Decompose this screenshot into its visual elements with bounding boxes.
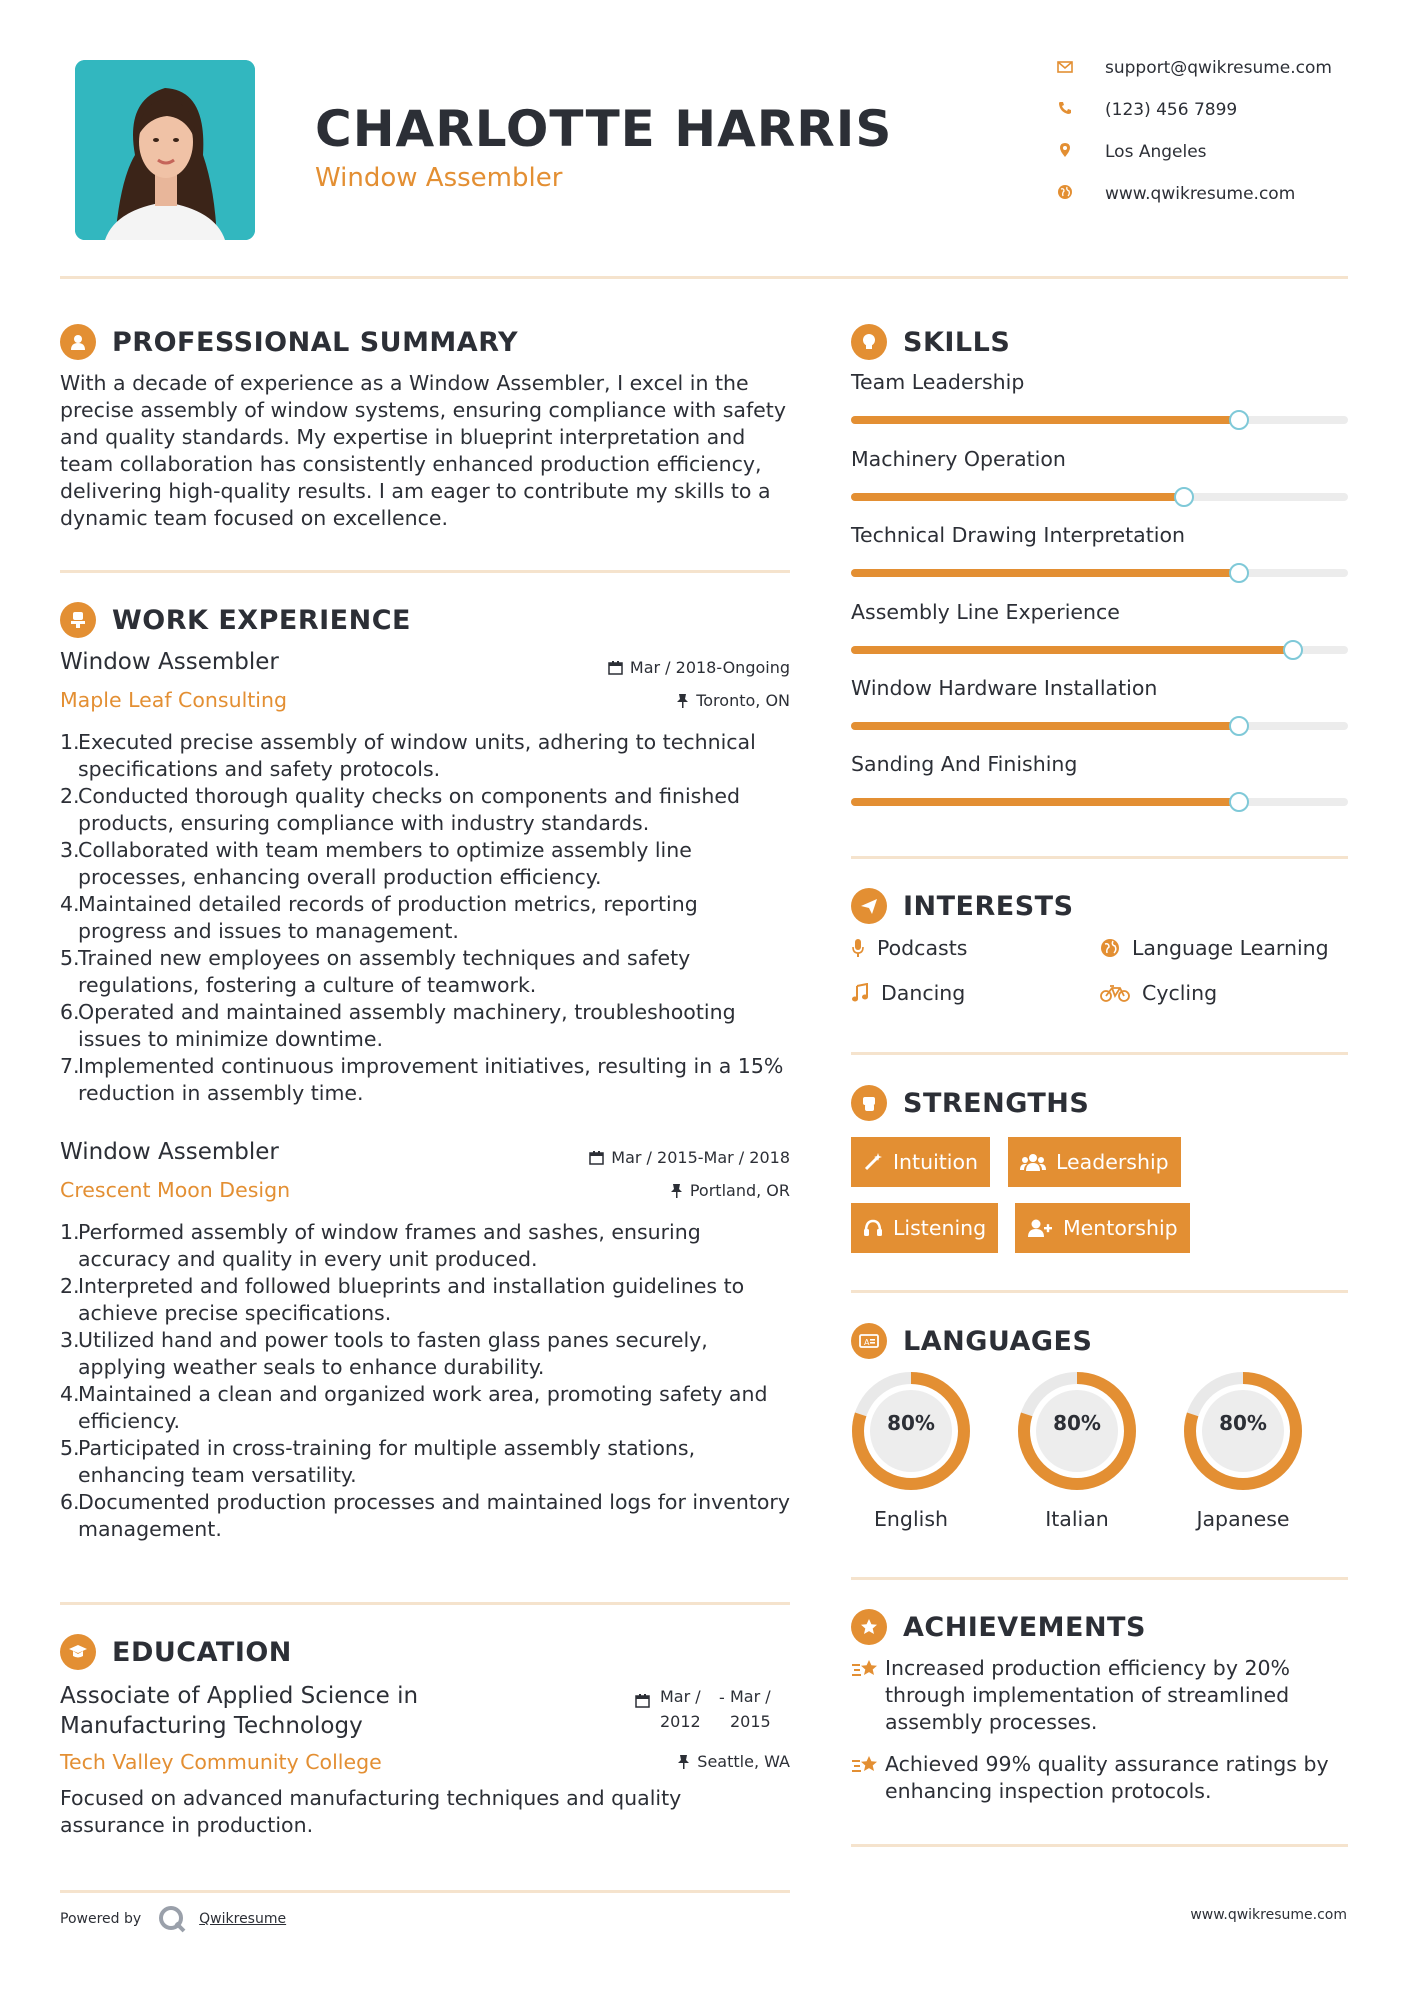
interest-label: Cycling xyxy=(1142,981,1218,1005)
skill-bar xyxy=(851,416,1348,424)
phone-icon xyxy=(1055,100,1075,120)
microphone-icon xyxy=(851,938,865,958)
summary-heading xyxy=(60,324,518,360)
skill-bar-fill xyxy=(851,569,1239,577)
strength-label: Mentorship xyxy=(1063,1216,1178,1240)
education-date-dash: - xyxy=(719,1688,725,1707)
magic-wand-icon xyxy=(863,1152,883,1172)
achievement-item xyxy=(851,1655,1351,1736)
strengths-heading-text: STRENGTHS xyxy=(903,1087,1090,1119)
education-location-text: Seattle, WA xyxy=(697,1752,790,1771)
strength-label: Listening xyxy=(893,1216,987,1240)
education-start-year: 2012 xyxy=(660,1712,701,1731)
language-item xyxy=(849,1369,973,1531)
summary-text: With a decade of experience as a Window Assembler, I excel in the precise assembly of window systems, ensuring compliance with safety and quality standards. My expertise in blueprint interpretation and team collaboration has consistently enhanced production efficiency, delivering high-quality results. I am eager to contribute my skills to a dynamic team focused on excellence. xyxy=(60,371,786,530)
interest-item xyxy=(1100,981,1217,1005)
interests-heading-text: INTERESTS xyxy=(903,890,1074,922)
skill-name: Assembly Line Experience xyxy=(851,600,1120,624)
skill-bar xyxy=(851,646,1348,654)
skill-bar-knob xyxy=(1229,563,1249,583)
skills-divider xyxy=(851,856,1348,859)
list-item: Executed precise assembly of window units, adhering to technical specifications and safety protocols. xyxy=(78,730,756,781)
job-dates xyxy=(589,1148,790,1167)
languages-divider xyxy=(851,1577,1348,1580)
strength-chip xyxy=(1008,1137,1181,1187)
contact-location-text: Los Angeles xyxy=(1105,142,1207,162)
education-end-year: 2015 xyxy=(730,1712,771,1731)
contact-email-text: support@qwikresume.com xyxy=(1105,58,1332,78)
contact-email[interactable] xyxy=(1055,58,1332,78)
contact-location xyxy=(1055,142,1207,162)
experience-heading-text: WORK EXPERIENCE xyxy=(112,604,411,636)
skill-name: Sanding And Finishing xyxy=(851,752,1078,776)
job-company: Crescent Moon Design xyxy=(60,1178,291,1202)
job-title: Window Assembler xyxy=(60,1139,279,1165)
list-item: Documented production processes and maintained logs for inventory management. xyxy=(78,1490,790,1541)
interest-item xyxy=(851,936,967,960)
job-location xyxy=(670,1181,790,1200)
header-divider xyxy=(60,276,1348,279)
contact-phone[interactable] xyxy=(1055,100,1237,120)
calendar-icon xyxy=(608,660,623,675)
list-item: Maintained a clean and organized work area, promoting safety and efficiency. xyxy=(78,1382,768,1433)
user-icon xyxy=(60,324,96,360)
job-location-text: Toronto, ON xyxy=(696,691,790,710)
list-item: Performed assembly of window frames and sashes, ensuring accuracy and quality in every unit produced. xyxy=(78,1220,701,1271)
job-dates-text: Mar / 2015-Mar / 2018 xyxy=(611,1148,790,1167)
footer-url[interactable]: www.qwikresume.com xyxy=(1190,1907,1347,1923)
language-name: Italian xyxy=(1045,1507,1109,1531)
languages-heading xyxy=(851,1323,1092,1359)
calendar-icon xyxy=(635,1693,651,1709)
education-description: Focused on advanced manufacturing techniques and quality assurance in production. xyxy=(60,1786,682,1837)
language-name: Japanese xyxy=(1196,1507,1290,1531)
interest-label: Dancing xyxy=(881,981,966,1005)
job-bullets xyxy=(60,1219,790,1543)
interest-label: Language Learning xyxy=(1132,936,1329,960)
powered-by-text: Powered by xyxy=(60,1911,142,1927)
strength-chip xyxy=(851,1137,990,1187)
lightbulb-icon xyxy=(851,324,887,360)
job-company: Maple Leaf Consulting xyxy=(60,688,288,712)
contact-website[interactable] xyxy=(1055,184,1295,204)
strength-label: Leadership xyxy=(1056,1150,1169,1174)
education-heading xyxy=(60,1634,292,1670)
skill-bar-knob xyxy=(1229,792,1249,812)
headphones-icon xyxy=(863,1218,883,1238)
skill-bar-fill xyxy=(851,722,1239,730)
list-item: Interpreted and followed blueprints and installation guidelines to achieve precise specifications. xyxy=(78,1274,745,1325)
degree-title xyxy=(60,1681,580,1741)
education-location xyxy=(677,1752,790,1771)
strengths-divider xyxy=(851,1290,1348,1293)
job-title: Window Assembler xyxy=(60,649,279,675)
education-divider xyxy=(60,1890,790,1893)
achievement-item xyxy=(851,1751,1351,1805)
skill-name: Window Hardware Installation xyxy=(851,676,1158,700)
paper-plane-icon xyxy=(851,888,887,924)
shooting-star-icon xyxy=(851,1657,885,1736)
skill-bar-fill xyxy=(851,493,1184,501)
user-plus-icon xyxy=(1027,1218,1053,1238)
achievements-heading xyxy=(851,1609,1146,1645)
job-dates xyxy=(608,658,790,677)
education-start-date xyxy=(660,1684,701,1734)
skill-bar-knob xyxy=(1229,410,1249,430)
achievement-text: Increased production efficiency by 20% through implementation of streamlined assembly processes. xyxy=(885,1656,1291,1734)
job-location-text: Portland, OR xyxy=(689,1181,790,1200)
job-dates-text: Mar / 2018-Ongoing xyxy=(629,658,790,677)
contact-website-text: www.qwikresume.com xyxy=(1105,184,1296,204)
envelope-icon xyxy=(1055,58,1075,78)
list-item: Implemented continuous improvement initiatives, resulting in a 15% reduction in assembly time. xyxy=(78,1054,784,1105)
skill-bar xyxy=(851,798,1348,806)
interests-heading xyxy=(851,888,1074,924)
language-item xyxy=(1015,1369,1139,1531)
shooting-star-icon xyxy=(851,1753,885,1805)
skills-heading-text: SKILLS xyxy=(903,326,1011,358)
globe-icon xyxy=(1100,938,1120,958)
interests-divider xyxy=(851,1052,1348,1055)
fist-icon xyxy=(851,1085,887,1121)
candidate-title: Window Assembler xyxy=(315,163,563,193)
list-item: Conducted thorough quality checks on components and finished products, ensuring compliance with industry standards. xyxy=(78,784,740,835)
strengths-heading xyxy=(851,1085,1089,1121)
achievement-text: Achieved 99% quality assurance ratings by enhancing inspection protocols. xyxy=(885,1752,1329,1803)
job-location xyxy=(676,691,790,710)
interest-item xyxy=(1100,936,1329,960)
degree-line-1: Associate of Applied Science in xyxy=(60,1683,419,1709)
map-pin-icon xyxy=(1055,142,1075,162)
strength-chip xyxy=(851,1203,998,1253)
skill-bar-knob xyxy=(1283,640,1303,660)
skill-bar-fill xyxy=(851,646,1293,654)
education-end-month: Mar / xyxy=(730,1687,771,1706)
music-note-icon xyxy=(851,983,869,1003)
skill-bar-knob xyxy=(1229,716,1249,736)
list-item: Maintained detailed records of production metrics, reporting progress and issues to management. xyxy=(78,892,698,943)
language-item xyxy=(1181,1369,1305,1531)
experience-heading xyxy=(60,602,411,638)
languages-heading-text: LANGUAGES xyxy=(903,1325,1093,1357)
svg-text:A: A xyxy=(864,1338,870,1347)
skill-name: Technical Drawing Interpretation xyxy=(851,523,1185,547)
language-percent: 80% xyxy=(1053,1411,1101,1435)
candidate-name: CHARLOTTE HARRIS xyxy=(315,100,893,158)
qwikresume-link[interactable]: Qwikresume xyxy=(199,1911,287,1927)
strength-label: Intuition xyxy=(893,1150,979,1174)
language-percent: 80% xyxy=(1219,1411,1267,1435)
skill-bar xyxy=(851,493,1348,501)
list-item: Trained new employees on assembly techniques and safety regulations, fostering a culture of teamwork. xyxy=(78,946,691,997)
contact-phone-text: (123) 456 7899 xyxy=(1105,100,1238,120)
education-start-month: Mar / xyxy=(660,1687,701,1706)
bicycle-icon xyxy=(1100,984,1130,1002)
briefcase-icon xyxy=(60,602,96,638)
group-icon xyxy=(1020,1152,1046,1172)
pushpin-icon xyxy=(670,1183,683,1198)
calendar-icon xyxy=(589,1150,604,1165)
language-name: English xyxy=(873,1507,949,1531)
pushpin-icon xyxy=(676,693,689,708)
skill-bar xyxy=(851,569,1348,577)
star-badge-icon xyxy=(851,1609,887,1645)
skill-bar-fill xyxy=(851,416,1239,424)
education-end-date xyxy=(730,1684,771,1734)
pushpin-icon xyxy=(677,1754,690,1769)
interest-item xyxy=(851,981,965,1005)
skill-bar-knob xyxy=(1174,487,1194,507)
skills-heading xyxy=(851,324,1010,360)
school-name: Tech Valley Community College xyxy=(60,1750,382,1774)
strength-chip xyxy=(1015,1203,1190,1253)
globe-icon xyxy=(1055,184,1075,204)
skill-bar-fill xyxy=(851,798,1239,806)
achievements-divider xyxy=(851,1844,1348,1847)
interest-label: Podcasts xyxy=(877,936,968,960)
summary-divider xyxy=(60,570,790,573)
profile-photo-illustration xyxy=(75,60,255,240)
language-percent: 80% xyxy=(887,1411,935,1435)
education-heading-text: EDUCATION xyxy=(112,1636,292,1668)
list-item: Operated and maintained assembly machinery, troubleshooting issues to minimize downtime. xyxy=(78,1000,736,1051)
skill-name: Machinery Operation xyxy=(851,447,1066,471)
degree-line-2: Manufacturing Technology xyxy=(60,1713,363,1739)
summary-heading-text: PROFESSIONAL SUMMARY xyxy=(112,326,519,358)
list-item: Utilized hand and power tools to fasten glass panes securely, applying weather seals to enhance durability. xyxy=(78,1328,708,1379)
skill-bar xyxy=(851,722,1348,730)
profile-photo xyxy=(75,60,255,240)
id-card-icon xyxy=(851,1323,887,1359)
list-item: Participated in cross-training for multiple assembly stations, enhancing team versatility. xyxy=(78,1436,696,1487)
powered-by xyxy=(60,1904,286,1934)
qwikresume-logo-icon xyxy=(157,1904,187,1934)
graduation-icon xyxy=(60,1634,96,1670)
skill-name: Team Leadership xyxy=(851,370,1025,394)
list-item: Collaborated with team members to optimize assembly line processes, enhancing overall production efficiency. xyxy=(78,838,692,889)
achievements-heading-text: ACHIEVEMENTS xyxy=(903,1611,1146,1643)
experience-divider xyxy=(60,1602,790,1605)
job-bullets xyxy=(60,729,790,1107)
